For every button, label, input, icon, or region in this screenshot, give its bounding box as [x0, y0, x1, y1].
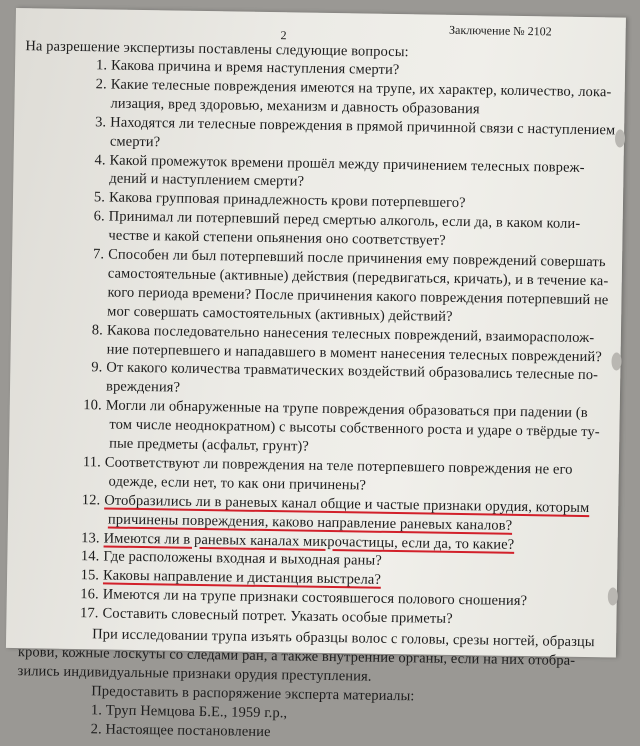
question-text: Находятся ли телесные повреждения в прямой причинной связи с наступлением	[110, 114, 616, 139]
question-number: 9.	[91, 359, 103, 376]
question-2-line: лизация, вред здоровью, механизм и давность образования	[110, 95, 480, 118]
question-number: 3.	[95, 113, 107, 131]
instruction-paragraph-line: крови, кожные лоскуты со следами ран, а также внутренние органы, если на них отобра-	[17, 644, 576, 669]
question-7-line: кого периода времени? После причинения какого повреждения потерпевший не	[107, 284, 609, 309]
question-4-line: дений и наступлением смерти?	[109, 170, 305, 190]
question-text: Какие телесные повреждения имеются на трупе, их характер, количество, лока-	[110, 76, 612, 101]
question-3-line: смерти?	[109, 133, 161, 150]
question-text: Каковы направление и дистанция выстрела?	[102, 567, 382, 589]
punch-hole	[611, 352, 621, 370]
question-text: От какого количества травматических воздействий образовались телесные по-	[106, 359, 599, 384]
instruction-paragraph-line: зились индивидуальные признаки орудия преступления.	[17, 662, 372, 685]
question-7-line: мог совершать самостоятельных (активных) действий?	[107, 303, 453, 325]
question-number: 7.	[92, 246, 105, 263]
punch-hole	[615, 129, 625, 147]
question-text: Какова последовательно нанесения телесных повреждений, взаиморасполож-	[106, 322, 595, 346]
document-page	[6, 8, 626, 740]
question-number: 5.	[93, 189, 106, 206]
question-number: 14.	[80, 548, 100, 565]
question-text: Имеются ли в раневых каналах микрочастицы, если да, то какие?	[103, 529, 515, 553]
question-text: Какой промежуток времени прошёл между причинением телесных повреж-	[109, 151, 585, 176]
question-number: 15.	[80, 567, 100, 584]
page-number: 2	[280, 28, 287, 43]
question-number: 10.	[83, 397, 102, 414]
punch-hole	[608, 587, 618, 605]
materials-item: 1. Труп Немцова Б.Е., 1959 г.р.,	[90, 701, 288, 721]
question-number: 13.	[81, 529, 100, 546]
document-text	[17, 8, 616, 740]
question-10-line: том числе неоднократном) с высоты собственного роста и ударе о твёрдые ту-	[109, 416, 600, 441]
question-text: Соответствуют ли повреждения на теле потерпевшего повреждения не его	[104, 454, 573, 478]
question-7-line: самостоятельные (активные) действия (передвигаться, кричать), и в течение ка-	[107, 265, 609, 290]
conclusion-number: Заключение № 2102	[448, 22, 552, 39]
question-11-line: одежде, если нет, то как они причинены?	[108, 473, 367, 494]
questions-intro: На разрешение экспертизы поставлены следующие вопросы:	[25, 38, 409, 61]
question-12-line: причинены повреждения, каково направление раневых каналов?	[107, 511, 513, 534]
question-6-line: честве и какой степени опьянения оно соответствует?	[108, 227, 446, 249]
question-number: 11.	[82, 453, 102, 471]
question-text: Принимал ли потерпевший перед смертью алкоголь, если да, в каком коли-	[108, 208, 581, 233]
question-number: 1.	[95, 57, 108, 74]
materials-item: 2. Настоящее постановление	[90, 720, 271, 740]
question-3-line	[80, 113, 615, 139]
question-text: Имеются ли на трупе признаки состоявшегося полового сношения?	[102, 586, 528, 610]
question-number: 17.	[79, 605, 99, 622]
question-8-line: ние потерпевшего и нападавшего в момент нанесения телесных повреждений?	[106, 340, 602, 365]
instruction-paragraph-line: При исследовании трупа изъять образцы волос с головы, срезы ногтей, образцы	[92, 626, 595, 651]
question-number: 6.	[93, 208, 105, 225]
question-text: Какова причина и время наступления смерти?	[110, 57, 400, 79]
question-number: 8.	[91, 321, 104, 338]
question-number: 2.	[95, 76, 107, 93]
question-text: Могли ли обнаруженные на трупе повреждения образоваться при падении (в	[105, 397, 588, 422]
question-10-line: пые предметы (асфальт, грунт)?	[109, 435, 310, 455]
question-text: Какова групповая принадлежность крови потерпевшего?	[108, 189, 466, 212]
question-number: 12.	[81, 491, 101, 509]
question-text: Способен ли был потерпевший после причинения ему повреждений совершать	[108, 246, 606, 271]
question-number: 16.	[80, 586, 99, 603]
materials-intro: Предоставить в распоряжение эксперта материалы:	[91, 682, 415, 705]
question-text: Отобразились ли в раневых канал общие и частые признаки орудия, которым	[104, 492, 590, 516]
question-number: 4.	[94, 151, 106, 168]
question-text: Где расположены входная и выходная раны?	[103, 548, 382, 570]
question-text: Составить словесный потрет. Указать особые приметы?	[102, 605, 453, 628]
question-9-line: вреждения?	[105, 378, 181, 396]
